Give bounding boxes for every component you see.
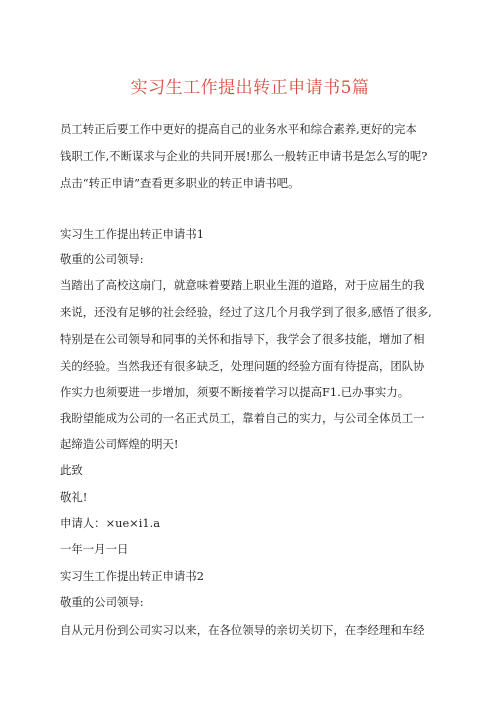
letter1-body-line: 特别是在公司领导和同事的关怀和指导下，我学会了很多技能，增加了相 (60, 332, 425, 346)
letter1-body-line: 起缔造公司辉煌的明天! (60, 437, 179, 451)
letter2-salutation: 敬重的公司领导: (60, 595, 144, 609)
letter2-body-line: 自从元月份到公司实习以来，在各位领导的亲切关切下，在李经理和车经 (60, 623, 425, 637)
letter1-body-line: 关的经验。当然我还有很多缺乏，处理问题的经验方面有待提高，团队协 (60, 359, 425, 373)
letter1-closing: 敬礼! (60, 490, 88, 504)
letter1-body-line: 作实力也须要进一步增加，须要不断接着学习以提高F1.已办事实力。 (60, 385, 410, 399)
intro-line: 点击“转正申请”查看更多职业的转正申请书吧。 (60, 176, 300, 190)
letter1-date: 一年一月一日 (60, 542, 129, 556)
letter1-closing: 此致 (60, 463, 83, 477)
document-title: 实习生工作提出转正申请书5篇 (130, 78, 370, 98)
letter1-applicant: 申请人：×ue×i1.a (60, 516, 161, 530)
letter1-body-line: 来说，还没有足够的社会经验，经过了这几个月我学到了很多,感悟了很多, (60, 305, 432, 319)
letter1-heading: 实习生工作提出转正申请书1 (60, 227, 204, 241)
letter1-body-line: 当踏出了高校这扇门，就意味着要踏上职业生涯的道路，对于应届生的我 (60, 278, 425, 292)
letter1-body-line: 我盼望能成为公司的一名正式员工，靠着自己的实力，与公司全体员工一 (60, 411, 425, 425)
letter1-salutation: 敬重的公司领导: (60, 252, 144, 266)
intro-line: 员工转正后要工作中更好的提高自己的业务水平和综合素养,更好的完本 (60, 122, 417, 136)
intro-line: 钱职工作,不断谋求与企业的共同开展!那么一般转正申请书是怎么写的呢? (60, 149, 428, 163)
letter2-heading: 实习生工作提出转正申请书2 (60, 569, 204, 583)
